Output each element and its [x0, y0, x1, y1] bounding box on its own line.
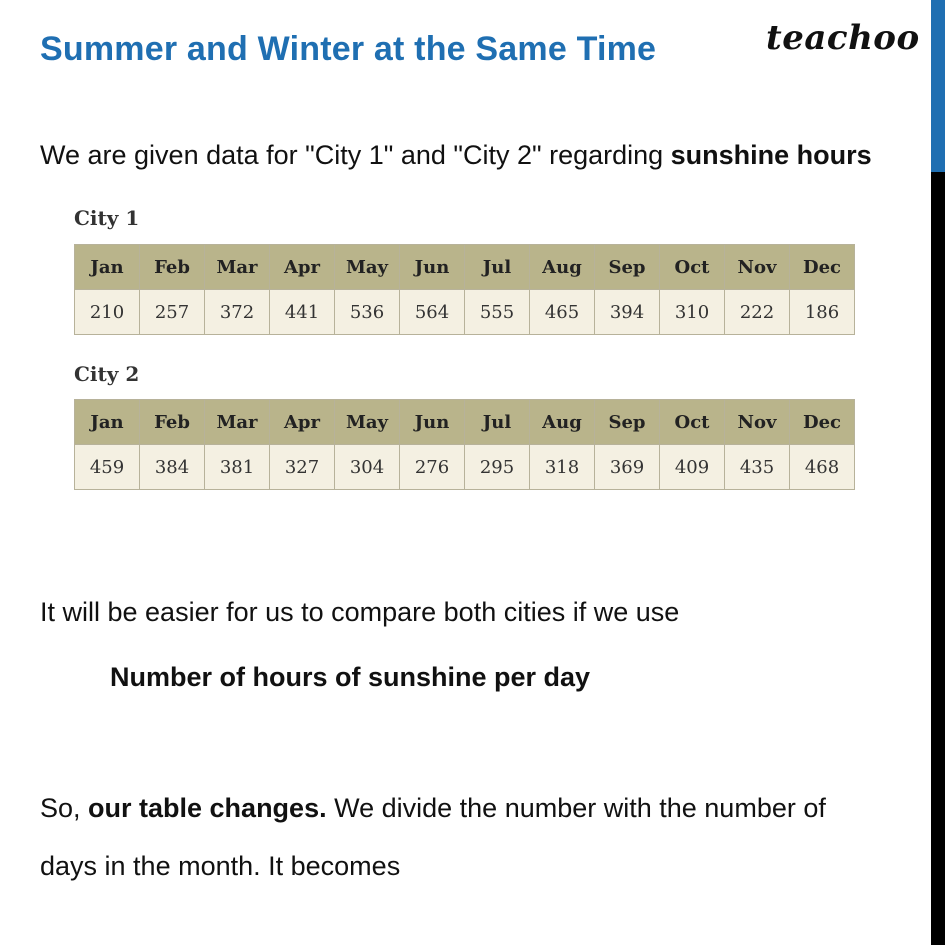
month-header: Jun [400, 400, 465, 445]
month-header: Aug [530, 400, 595, 445]
table-cell: 459 [75, 445, 140, 490]
month-header: Mar [205, 400, 270, 445]
month-header: Jan [75, 245, 140, 290]
table-cell: 394 [595, 290, 660, 335]
conclusion-bold: our table changes. [88, 793, 327, 823]
compare-paragraph: It will be easier for us to compare both cities if we use [40, 597, 680, 627]
month-header: Feb [140, 400, 205, 445]
table-cell: 327 [270, 445, 335, 490]
month-header: May [335, 400, 400, 445]
table-cell: 409 [660, 445, 725, 490]
city2-label: City 2 [74, 362, 140, 386]
table-cell: 222 [725, 290, 790, 335]
table-cell: 295 [465, 445, 530, 490]
table-cell: 441 [270, 290, 335, 335]
month-header: Sep [595, 245, 660, 290]
month-header: Apr [270, 245, 335, 290]
month-header: Nov [725, 400, 790, 445]
city1-header-row [75, 245, 855, 290]
month-header: Dec [790, 400, 855, 445]
table-cell: 564 [400, 290, 465, 335]
intro-bold: sunshine hours [670, 140, 872, 170]
month-header: May [335, 245, 400, 290]
month-header: Dec [790, 245, 855, 290]
intro-paragraph [40, 138, 872, 172]
table-cell: 310 [660, 290, 725, 335]
side-bar [931, 172, 945, 945]
table-cell: 555 [465, 290, 530, 335]
month-header: Nov [725, 245, 790, 290]
table-cell: 465 [530, 290, 595, 335]
city2-value-row [75, 445, 855, 490]
month-header: Apr [270, 400, 335, 445]
table-cell: 468 [790, 445, 855, 490]
table-cell: 536 [335, 290, 400, 335]
month-header: Jun [400, 245, 465, 290]
city1-label: City 1 [74, 206, 140, 230]
accent-bar [931, 0, 945, 172]
highlight-line: Number of hours of sunshine per day [110, 662, 591, 692]
month-header: Jul [465, 400, 530, 445]
month-header: Jul [465, 245, 530, 290]
intro-text: We are given data for "City 1" and "City 2" regarding [40, 140, 671, 170]
city2-table [74, 399, 855, 490]
city2-header-row [75, 400, 855, 445]
table-cell: 318 [530, 445, 595, 490]
table-cell: 257 [140, 290, 205, 335]
table-cell: 369 [595, 445, 660, 490]
table-cell: 210 [75, 290, 140, 335]
month-header: Mar [205, 245, 270, 290]
table-cell: 276 [400, 445, 465, 490]
month-header: Feb [140, 245, 205, 290]
conclusion-prefix: So, [40, 793, 89, 823]
table-cell: 384 [140, 445, 205, 490]
teachoo-logo: teachoo [766, 18, 920, 58]
page-title: Summer and Winter at the Same Time [40, 30, 657, 68]
conclusion-line-2: days in the month. It becomes [40, 851, 401, 881]
table-cell: 381 [205, 445, 270, 490]
conclusion-line-1 [40, 791, 826, 825]
city1-value-row [75, 290, 855, 335]
table-cell: 372 [205, 290, 270, 335]
table-cell: 186 [790, 290, 855, 335]
table-cell: 304 [335, 445, 400, 490]
month-header: Oct [660, 245, 725, 290]
month-header: Aug [530, 245, 595, 290]
conclusion-rest: We divide the number with the number of [326, 793, 826, 823]
month-header: Jan [75, 400, 140, 445]
city1-table [74, 244, 855, 335]
month-header: Oct [660, 400, 725, 445]
table-cell: 435 [725, 445, 790, 490]
month-header: Sep [595, 400, 660, 445]
